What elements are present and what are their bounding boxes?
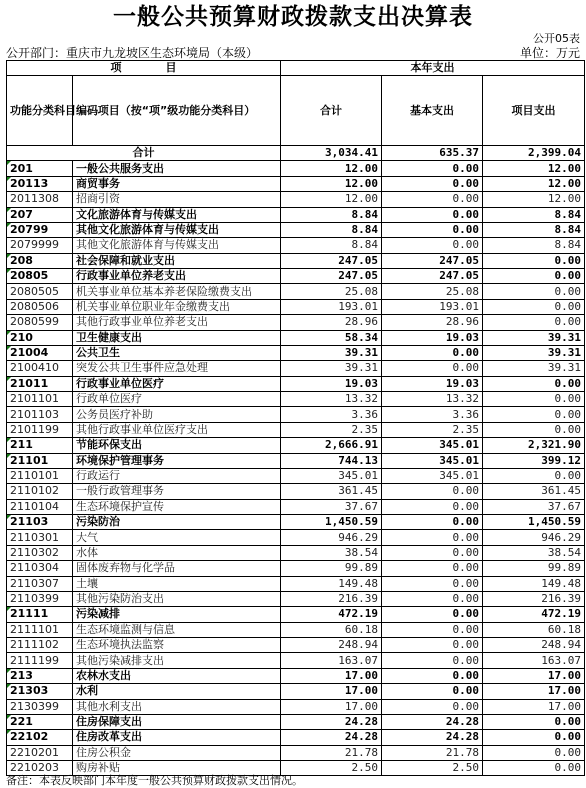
row-code: 2110102 [7, 484, 73, 499]
row-total: 38.54 [281, 545, 382, 560]
row-code: 208 [7, 253, 73, 268]
row-code: 2080505 [7, 284, 73, 299]
row-project: 17.00 [483, 668, 585, 683]
row-project: 39.31 [483, 361, 585, 376]
row-basic: 345.01 [382, 468, 483, 483]
row-name: 购房补贴 [73, 761, 281, 776]
row-name: 生态环境保护宣传 [73, 499, 281, 514]
row-name: 社会保障和就业支出 [73, 253, 281, 268]
sum-basic: 635.37 [382, 146, 483, 161]
row-name: 土壤 [73, 576, 281, 591]
row-code: 2130399 [7, 699, 73, 714]
row-name: 行政事业单位养老支出 [73, 269, 281, 284]
row-code: 213 [7, 668, 73, 683]
row-code: 2110104 [7, 499, 73, 514]
row-project: 12.00 [483, 176, 585, 191]
row-basic: 0.00 [382, 515, 483, 530]
row-total: 24.28 [281, 730, 382, 745]
row-basic: 2.50 [382, 761, 483, 776]
table-row [7, 607, 585, 622]
row-project: 12.00 [483, 161, 585, 176]
row-code: 2101101 [7, 392, 73, 407]
sum-label: 合计 [7, 146, 281, 161]
row-basic: 0.00 [382, 345, 483, 360]
row-code: 2111102 [7, 638, 73, 653]
row-basic: 28.96 [382, 315, 483, 330]
row-code: 2101199 [7, 422, 73, 437]
row-name: 固体废弃物与化学品 [73, 561, 281, 576]
row-basic: 0.00 [382, 207, 483, 222]
row-total: 12.00 [281, 176, 382, 191]
row-basic: 0.00 [382, 607, 483, 622]
row-basic: 3.36 [382, 407, 483, 422]
row-total: 345.01 [281, 468, 382, 483]
row-project: 0.00 [483, 407, 585, 422]
table-row [7, 530, 585, 545]
header-item: 项 目 [7, 61, 281, 76]
table-row [7, 376, 585, 391]
row-name: 卫生健康支出 [73, 330, 281, 345]
row-total: 8.84 [281, 238, 382, 253]
row-project: 0.00 [483, 299, 585, 314]
row-project: 17.00 [483, 699, 585, 714]
row-name: 机关事业单位基本养老保险缴费支出 [73, 284, 281, 299]
row-total: 99.89 [281, 561, 382, 576]
table-row [7, 299, 585, 314]
row-code: 21011 [7, 376, 73, 391]
row-basic: 2.35 [382, 422, 483, 437]
row-basic: 0.00 [382, 238, 483, 253]
row-basic: 0.00 [382, 561, 483, 576]
row-code: 20799 [7, 222, 73, 237]
row-basic: 24.28 [382, 730, 483, 745]
row-basic: 0.00 [382, 161, 483, 176]
row-code: 2111101 [7, 622, 73, 637]
table-row [7, 315, 585, 330]
row-code: 21103 [7, 515, 73, 530]
row-basic: 0.00 [382, 622, 483, 637]
row-total: 19.03 [281, 376, 382, 391]
row-name: 一般公共服务支出 [73, 161, 281, 176]
row-code: 2100410 [7, 361, 73, 376]
table-row [7, 576, 585, 591]
row-basic: 0.00 [382, 591, 483, 606]
row-project: 472.19 [483, 607, 585, 622]
row-project: 1,450.59 [483, 515, 585, 530]
row-project: 0.00 [483, 376, 585, 391]
row-project: 361.45 [483, 484, 585, 499]
row-code: 2110101 [7, 468, 73, 483]
row-total: 2,666.91 [281, 438, 382, 453]
row-total: 193.01 [281, 299, 382, 314]
row-project: 0.00 [483, 269, 585, 284]
row-basic: 0.00 [382, 545, 483, 560]
row-project: 99.89 [483, 561, 585, 576]
row-total: 2.50 [281, 761, 382, 776]
row-name: 大气 [73, 530, 281, 545]
row-project: 60.18 [483, 622, 585, 637]
row-total: 8.84 [281, 207, 382, 222]
header-basic: 基本支出 [382, 76, 483, 146]
row-project: 0.00 [483, 284, 585, 299]
row-total: 24.28 [281, 714, 382, 729]
department-label: 公开部门：重庆市九龙坡区生态环境局（本级） [6, 46, 259, 60]
row-name: 住房公积金 [73, 745, 281, 760]
row-project: 8.84 [483, 238, 585, 253]
page-title: 一般公共预算财政拨款支出决算表 [113, 4, 473, 30]
row-total: 17.00 [281, 699, 382, 714]
row-basic: 19.03 [382, 330, 483, 345]
row-basic: 0.00 [382, 530, 483, 545]
table-row [7, 161, 585, 176]
row-project: 8.84 [483, 222, 585, 237]
table-row [7, 330, 585, 345]
row-total: 248.94 [281, 638, 382, 653]
header-name: 项目（按“项”级功能分类科目） [73, 76, 281, 146]
row-total: 58.34 [281, 330, 382, 345]
row-basic: 0.00 [382, 222, 483, 237]
row-total: 12.00 [281, 192, 382, 207]
row-total: 13.32 [281, 392, 382, 407]
row-basic: 24.28 [382, 714, 483, 729]
row-name: 生态环境执法监察 [73, 638, 281, 653]
row-code: 2080599 [7, 315, 73, 330]
table-row [7, 684, 585, 699]
row-code: 201 [7, 161, 73, 176]
row-total: 12.00 [281, 161, 382, 176]
row-name: 其他文化旅游体育与传媒支出 [73, 238, 281, 253]
table-row [7, 561, 585, 576]
row-basic: 0.00 [382, 484, 483, 499]
header-code: 功能分类科目编码 [7, 76, 73, 146]
row-name: 住房保障支出 [73, 714, 281, 729]
row-total: 25.08 [281, 284, 382, 299]
table-row [7, 515, 585, 530]
row-name: 公务员医疗补助 [73, 407, 281, 422]
row-project: 0.00 [483, 730, 585, 745]
row-total: 39.31 [281, 345, 382, 360]
row-code: 211 [7, 438, 73, 453]
row-code: 22102 [7, 730, 73, 745]
row-basic: 25.08 [382, 284, 483, 299]
row-project: 0.00 [483, 745, 585, 760]
row-name: 一般行政管理事务 [73, 484, 281, 499]
row-code: 21111 [7, 607, 73, 622]
budget-table [6, 60, 585, 776]
table-row [7, 207, 585, 222]
row-name: 水体 [73, 545, 281, 560]
row-name: 招商引资 [73, 192, 281, 207]
row-project: 0.00 [483, 253, 585, 268]
row-project: 216.39 [483, 591, 585, 606]
row-project: 149.48 [483, 576, 585, 591]
table-row [7, 699, 585, 714]
row-name: 其他行政事业单位医疗支出 [73, 422, 281, 437]
row-total: 39.31 [281, 361, 382, 376]
row-name: 其他文化旅游体育与传媒支出 [73, 222, 281, 237]
row-total: 946.29 [281, 530, 382, 545]
row-total: 163.07 [281, 653, 382, 668]
table-row [7, 284, 585, 299]
row-project: 0.00 [483, 714, 585, 729]
table-row [7, 545, 585, 560]
unit-label: 单位：万元 [519, 46, 580, 60]
row-name: 文化旅游体育与传媒支出 [73, 207, 281, 222]
table-row [7, 392, 585, 407]
row-project: 17.00 [483, 684, 585, 699]
row-total: 17.00 [281, 684, 382, 699]
row-project: 946.29 [483, 530, 585, 545]
header-total: 合计 [281, 76, 382, 146]
row-basic: 0.00 [382, 638, 483, 653]
table-row [7, 407, 585, 422]
table-row [7, 238, 585, 253]
row-basic: 247.05 [382, 253, 483, 268]
row-code: 2110304 [7, 561, 73, 576]
row-name: 机关事业单位职业年金缴费支出 [73, 299, 281, 314]
row-basic: 21.78 [382, 745, 483, 760]
row-project: 0.00 [483, 422, 585, 437]
row-basic: 247.05 [382, 269, 483, 284]
row-total: 149.48 [281, 576, 382, 591]
sum-project: 2,399.04 [483, 146, 585, 161]
row-total: 17.00 [281, 668, 382, 683]
table-row [7, 253, 585, 268]
table-row [7, 176, 585, 191]
row-total: 3.36 [281, 407, 382, 422]
row-basic: 0.00 [382, 699, 483, 714]
row-total: 2.35 [281, 422, 382, 437]
row-name: 行政运行 [73, 468, 281, 483]
header-current-year: 本年支出 [281, 61, 585, 76]
table-row [7, 745, 585, 760]
row-project: 37.67 [483, 499, 585, 514]
table-row [7, 653, 585, 668]
table-row [7, 638, 585, 653]
footnote: 备注：本表反映部门本年度一般公共预算财政拨款支出情况。 [6, 774, 303, 787]
table-row [7, 499, 585, 514]
row-basic: 345.01 [382, 453, 483, 468]
row-basic: 0.00 [382, 653, 483, 668]
table-row [7, 269, 585, 284]
row-name: 商贸事务 [73, 176, 281, 191]
row-basic: 345.01 [382, 438, 483, 453]
row-total: 37.67 [281, 499, 382, 514]
table-row [7, 422, 585, 437]
row-basic: 0.00 [382, 361, 483, 376]
row-name: 其他污染防治支出 [73, 591, 281, 606]
row-project: 399.12 [483, 453, 585, 468]
row-code: 2080506 [7, 299, 73, 314]
table-row [7, 468, 585, 483]
row-name: 水利 [73, 684, 281, 699]
row-code: 2011308 [7, 192, 73, 207]
row-code: 2111199 [7, 653, 73, 668]
table-row [7, 438, 585, 453]
header-project: 项目支出 [483, 76, 585, 146]
row-project: 39.31 [483, 330, 585, 345]
row-basic: 0.00 [382, 668, 483, 683]
row-basic: 0.00 [382, 576, 483, 591]
row-code: 207 [7, 207, 73, 222]
sum-total: 3,034.41 [281, 146, 382, 161]
form-number: 公开05表 [533, 32, 580, 45]
table-row [7, 345, 585, 360]
row-project: 8.84 [483, 207, 585, 222]
row-code: 2210203 [7, 761, 73, 776]
row-total: 216.39 [281, 591, 382, 606]
table-row [7, 453, 585, 468]
row-name: 其他行政事业单位养老支出 [73, 315, 281, 330]
row-project: 0.00 [483, 392, 585, 407]
row-code: 2110302 [7, 545, 73, 560]
row-code: 21004 [7, 345, 73, 360]
table-row [7, 222, 585, 237]
row-basic: 0.00 [382, 192, 483, 207]
row-total: 247.05 [281, 269, 382, 284]
table-row [7, 591, 585, 606]
row-project: 39.31 [483, 345, 585, 360]
row-name: 环境保护管理事务 [73, 453, 281, 468]
row-total: 361.45 [281, 484, 382, 499]
row-total: 28.96 [281, 315, 382, 330]
row-code: 221 [7, 714, 73, 729]
row-basic: 13.32 [382, 392, 483, 407]
row-code: 2079999 [7, 238, 73, 253]
table-row [7, 668, 585, 683]
row-name: 其他水利支出 [73, 699, 281, 714]
row-code: 21303 [7, 684, 73, 699]
row-project: 2,321.90 [483, 438, 585, 453]
row-basic: 0.00 [382, 684, 483, 699]
row-name: 公共卫生 [73, 345, 281, 360]
row-name: 污染减排 [73, 607, 281, 622]
row-name: 其他污染减排支出 [73, 653, 281, 668]
row-code: 21101 [7, 453, 73, 468]
row-code: 2110301 [7, 530, 73, 545]
row-code: 20113 [7, 176, 73, 191]
row-total: 247.05 [281, 253, 382, 268]
table-row [7, 714, 585, 729]
row-name: 住房改革支出 [73, 730, 281, 745]
table-row [7, 361, 585, 376]
row-total: 21.78 [281, 745, 382, 760]
row-total: 744.13 [281, 453, 382, 468]
row-basic: 19.03 [382, 376, 483, 391]
row-basic: 0.00 [382, 499, 483, 514]
row-total: 8.84 [281, 222, 382, 237]
table-row [7, 484, 585, 499]
row-total: 60.18 [281, 622, 382, 637]
row-basic: 0.00 [382, 176, 483, 191]
row-code: 2110307 [7, 576, 73, 591]
row-project: 0.00 [483, 761, 585, 776]
row-name: 节能环保支出 [73, 438, 281, 453]
row-code: 2101103 [7, 407, 73, 422]
row-code: 2110399 [7, 591, 73, 606]
row-project: 38.54 [483, 545, 585, 560]
row-project: 163.07 [483, 653, 585, 668]
table-row [7, 192, 585, 207]
row-name: 农林水支出 [73, 668, 281, 683]
row-name: 生态环境监测与信息 [73, 622, 281, 637]
row-total: 1,450.59 [281, 515, 382, 530]
table-row [7, 730, 585, 745]
row-name: 行政单位医疗 [73, 392, 281, 407]
row-project: 248.94 [483, 638, 585, 653]
row-project: 0.00 [483, 315, 585, 330]
row-code: 20805 [7, 269, 73, 284]
row-project: 12.00 [483, 192, 585, 207]
sum-row [7, 146, 585, 161]
row-project: 0.00 [483, 468, 585, 483]
row-basic: 193.01 [382, 299, 483, 314]
row-total: 472.19 [281, 607, 382, 622]
row-code: 210 [7, 330, 73, 345]
row-name: 行政事业单位医疗 [73, 376, 281, 391]
row-code: 2210201 [7, 745, 73, 760]
table-row [7, 622, 585, 637]
row-name: 污染防治 [73, 515, 281, 530]
row-name: 突发公共卫生事件应急处理 [73, 361, 281, 376]
